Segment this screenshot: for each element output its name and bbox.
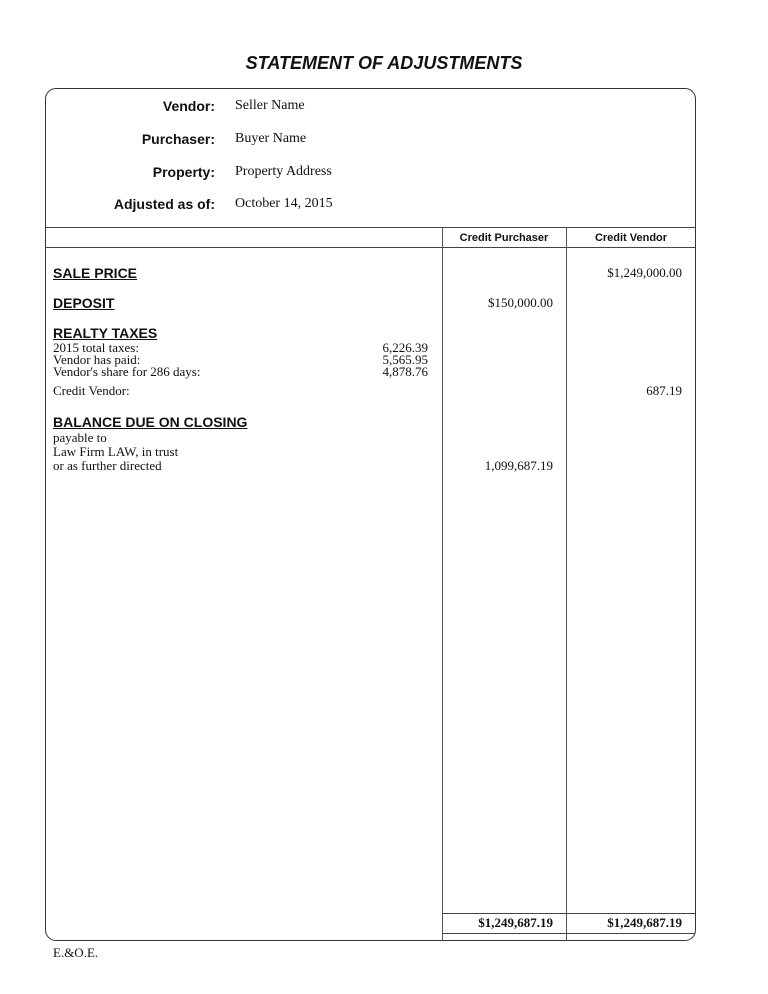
sale-price-vendor: $1,249,000.00: [607, 265, 682, 280]
balance-line: Law Firm LAW, in trust: [53, 444, 179, 459]
page-title: STATEMENT OF ADJUSTMENTS: [245, 53, 523, 73]
purchaser-label: Purchaser:: [141, 131, 215, 147]
tax-line-value: 6,226.39: [382, 340, 428, 355]
column-divider: [442, 227, 443, 941]
adjusted-date-value: October 14, 2015: [235, 196, 333, 211]
total-vendor: $1,249,687.19: [607, 915, 682, 930]
credit-vendor-header: Credit Vendor: [594, 232, 668, 244]
tax-line-label: Credit Vendor:: [53, 383, 130, 398]
property-label: Property:: [152, 164, 215, 180]
taxes-credit-vendor: 687.19: [646, 383, 682, 398]
eoe-footer: E.&O.E.: [53, 945, 99, 960]
balance-line: payable to: [53, 430, 107, 445]
property-value: Property Address: [235, 164, 332, 179]
credit-purchaser-header: Credit Purchaser: [459, 232, 549, 244]
tax-line-label: Vendor has paid:: [53, 352, 141, 367]
balance-line: or as further directed: [53, 458, 162, 473]
total-purchaser: $1,249,687.19: [478, 915, 553, 930]
tax-line-value: 5,565.95: [382, 352, 428, 367]
adjusted-date-label: Adjusted as of:: [113, 196, 215, 212]
tax-line-label: Vendor's share for 286 days:: [53, 364, 201, 379]
deposit-purchaser: $150,000.00: [488, 295, 553, 310]
column-divider: [566, 227, 567, 941]
vendor-value: Seller Name: [235, 98, 305, 113]
deposit-heading: DEPOSIT: [53, 295, 115, 311]
statement-box: [45, 88, 696, 941]
tax-line-value: 4,878.76: [382, 364, 428, 379]
balance-purchaser: 1,099,687.19: [484, 458, 553, 473]
divider: [45, 247, 696, 248]
vendor-label: Vendor:: [162, 98, 215, 114]
totals-divider: [442, 933, 695, 934]
realty-taxes-heading: REALTY TAXES: [53, 325, 158, 341]
balance-heading: BALANCE DUE ON CLOSING: [53, 414, 248, 430]
sale-price-heading: SALE PRICE: [53, 265, 138, 281]
divider: [45, 227, 696, 228]
purchaser-value: Buyer Name: [235, 131, 307, 146]
tax-line-label: 2015 total taxes:: [53, 340, 139, 355]
totals-divider: [442, 913, 695, 914]
